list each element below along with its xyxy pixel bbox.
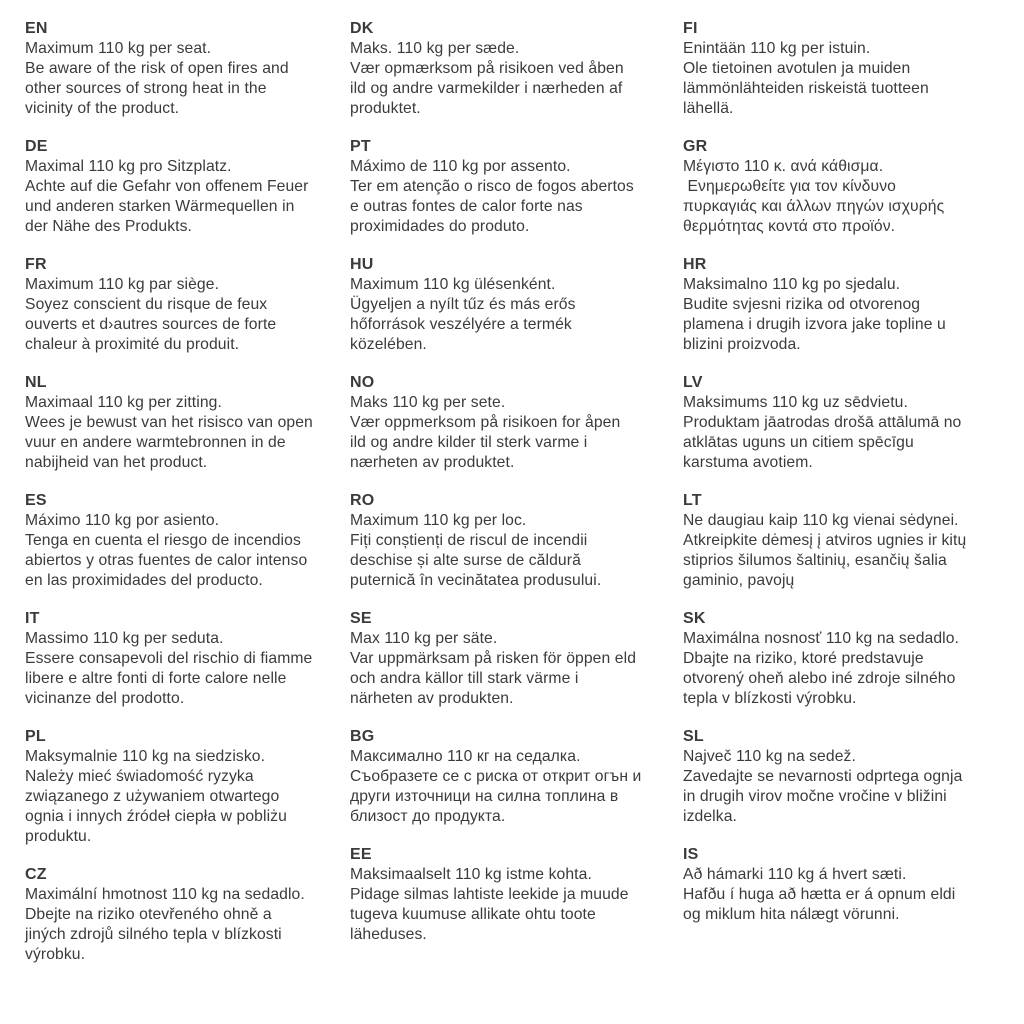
language-code-label: LV	[683, 374, 703, 391]
warning-text-line: други източници на силна топлина в	[350, 788, 619, 805]
warning-text-line: tepla v blízkosti výrobku.	[683, 690, 857, 707]
language-block-gr	[683, 137, 1021, 237]
language-code-label: FI	[683, 20, 698, 37]
warning-text-line: och andra källor till stark värme i	[350, 670, 579, 687]
warning-text-line: Vær opmærksom på risikoen ved åben	[350, 60, 624, 77]
language-block-de	[25, 137, 345, 237]
warning-text-line: der Nähe des Produkts.	[25, 218, 193, 235]
warning-text-line: Máximo 110 kg por asiento.	[25, 512, 220, 529]
language-code-label: HR	[683, 256, 707, 273]
warning-text-line: puternică în vecinătatea produsului.	[350, 572, 602, 589]
language-code-label: NL	[25, 374, 47, 391]
language-block-lv	[683, 373, 1021, 473]
language-block-ro	[350, 491, 678, 591]
warning-text-line: Vær oppmerksom på risikoen for åpen	[350, 414, 621, 431]
warning-text-line: Að hámarki 110 kg á hvert sæti.	[683, 866, 907, 883]
warning-text-line: atklātas uguns un citiem spēcīgu	[683, 434, 914, 451]
language-block-pt	[350, 137, 678, 237]
warning-text-line: Maximum 110 kg per seat.	[25, 40, 212, 57]
warning-text-line: närheten av produkten.	[350, 690, 514, 707]
language-code-label: DK	[350, 20, 374, 37]
language-block-dk	[350, 19, 678, 119]
language-code-label: PL	[25, 728, 46, 745]
language-code-label: RO	[350, 492, 375, 509]
warning-text-line: Maximal 110 kg pro Sitzplatz.	[25, 158, 232, 175]
warning-text-line: gaminio, pavojų	[683, 572, 795, 589]
warning-text-line: blizini proizvoda.	[683, 336, 801, 353]
warning-text-line: Максимално 110 кг на седалка.	[350, 748, 581, 765]
language-code-label: FR	[25, 256, 47, 273]
warning-text-line: Dbejte na riziko otevřeného ohně a	[25, 906, 272, 923]
language-code-label: LT	[683, 492, 702, 509]
warning-text-line: libere e altre fonti di forte calore nelle	[25, 670, 287, 687]
warning-text-line: und anderen starken Wärmequellen in	[25, 198, 295, 215]
warning-text-line: nabijheid van het product.	[25, 454, 208, 471]
warning-text-line: Máximo de 110 kg por assento.	[350, 158, 571, 175]
warning-text-line: e outras fontes de calor forte nas	[350, 198, 583, 215]
language-code-label: PT	[350, 138, 371, 155]
warning-text-line: deschise și alte surse de căldură	[350, 552, 581, 569]
language-block-fr	[25, 255, 345, 355]
warning-text-line: Należy mieć świadomość ryzyka	[25, 768, 254, 785]
warning-text-line: Hafðu í huga að hætta er á opnum eldi	[683, 886, 956, 903]
language-code-label: HU	[350, 256, 374, 273]
warning-text-line: chaleur à proximité du produit.	[25, 336, 240, 353]
warning-text-line: vicinity of the product.	[25, 100, 180, 117]
language-block-is	[683, 845, 1021, 925]
warning-text-line: Tenga en cuenta el riesgo de incendios	[25, 532, 301, 549]
warning-text-line: Produktam jāatrodas drošā attālumā no	[683, 414, 962, 431]
warning-text-line: Ne daugiau kaip 110 kg vienai sėdynei.	[683, 512, 959, 529]
warning-text-line: Enintään 110 kg per istuin.	[683, 40, 871, 57]
warning-text-line: abiertos y otras fuentes de calor intenso	[25, 552, 308, 569]
warning-text-line: Ενημερωθείτε για τον κίνδυνο	[683, 178, 896, 195]
warning-text-line: jiných zdrojů silného tepla v blízkosti	[25, 926, 282, 943]
language-block-ee	[350, 845, 678, 945]
warning-text-line: πυρκαγιάς και άλλων πηγών ισχυρής	[683, 198, 945, 215]
warning-text-line: Ole tietoinen avotulen ja muiden	[683, 60, 911, 77]
language-code-label: DE	[25, 138, 48, 155]
warning-text-line: other sources of strong heat in the	[25, 80, 267, 97]
warning-text-line: tugeva kuumuse allikate ohtu toote	[350, 906, 596, 923]
warning-text-line: läheduses.	[350, 926, 427, 943]
warning-text-line: Max 110 kg per säte.	[350, 630, 498, 647]
language-block-no	[350, 373, 678, 473]
warning-text-line: Zavedajte se nevarnosti odprtega ognja	[683, 768, 963, 785]
warning-text-line: Maksymalnie 110 kg na siedzisko.	[25, 748, 266, 765]
warning-text-line: in drugih virov močne vročine v bližini	[683, 788, 947, 805]
column-2	[350, 19, 678, 963]
warning-text-line: Največ 110 kg na sedež.	[683, 748, 856, 765]
warning-text-line: близост до продукта.	[350, 808, 506, 825]
warning-text-line: otvorený oheň alebo iné zdroje silného	[683, 670, 956, 687]
warning-text-line: lämmönlähteiden riskeistä tuotteen	[683, 80, 929, 97]
warning-text-line: vicinanze del prodotto.	[25, 690, 185, 707]
warning-text-line: związanego z używaniem otwartego	[25, 788, 280, 805]
warning-text-line: vuur en andere warmtebronnen in de	[25, 434, 286, 451]
warning-text-line: Maks 110 kg per sete.	[350, 394, 506, 411]
warning-text-line: Maksimaalselt 110 kg istme kohta.	[350, 866, 592, 883]
warning-text-line: Maximální hmotnost 110 kg na sedadlo.	[25, 886, 305, 903]
column-3	[683, 19, 1021, 943]
warning-text-line: ild og andre kilder til sterk varme i	[350, 434, 588, 451]
language-code-label: NO	[350, 374, 375, 391]
warning-text-line: Maksimums 110 kg uz sēdvietu.	[683, 394, 908, 411]
warning-text-line: Be aware of the risk of open fires and	[25, 60, 289, 77]
language-code-label: BG	[350, 728, 375, 745]
language-code-label: EE	[350, 846, 372, 863]
warning-text-line: Var uppmärksam på risken för öppen eld	[350, 650, 637, 667]
column-1	[25, 19, 345, 983]
language-code-label: CZ	[25, 866, 47, 883]
language-block-it	[25, 609, 345, 709]
language-block-hr	[683, 255, 1021, 355]
language-block-hu	[350, 255, 678, 355]
language-code-label: GR	[683, 138, 708, 155]
warning-text-line: ouverts et d›autres sources de forte	[25, 316, 277, 333]
warning-text-line: Maksimalno 110 kg po sjedalu.	[683, 276, 901, 293]
warning-text-line: Maximum 110 kg ülésenként.	[350, 276, 556, 293]
warning-text-line: Budite svjesni rizika od otvorenog	[683, 296, 921, 313]
warning-text-line: výrobku.	[25, 946, 86, 963]
language-block-bg	[350, 727, 678, 827]
warning-text-line: Maks. 110 kg per sæde.	[350, 40, 520, 57]
warning-text-line: izdelka.	[683, 808, 737, 825]
language-block-fi	[683, 19, 1021, 119]
language-block-se	[350, 609, 678, 709]
warning-text-line: hőforrások veszélyére a termék	[350, 316, 572, 333]
warning-text-line: Maximum 110 kg per loc.	[350, 512, 527, 529]
language-code-label: ES	[25, 492, 47, 509]
warning-text-line: og miklum hita nálægt vörunni.	[683, 906, 900, 923]
language-block-en	[25, 19, 345, 119]
language-block-sl	[683, 727, 1021, 827]
warning-text-line: ild og andre varmekilder i nærheden af	[350, 80, 623, 97]
warning-text-line: lähellä.	[683, 100, 734, 117]
warning-text-line: en las proximidades del producto.	[25, 572, 263, 589]
language-code-label: IS	[683, 846, 699, 863]
language-code-label: IT	[25, 610, 40, 627]
warning-text-line: karstuma avotiem.	[683, 454, 813, 471]
warning-text-line: Achte auf die Gefahr von offenem Feuer	[25, 178, 309, 195]
warning-text-line: Atkreipkite dėmesį į atviros ugnies ir kitų	[683, 532, 967, 549]
warning-text-line: plamena i drugih izvora jake topline u	[683, 316, 946, 333]
language-code-label: SK	[683, 610, 706, 627]
warning-text-line: stiprios šilumos šaltinių, esančių šalia	[683, 552, 947, 569]
warning-text-line: Maximálna nosnosť 110 kg na sedadlo.	[683, 630, 960, 647]
language-code-label: SL	[683, 728, 704, 745]
language-code-label: EN	[25, 20, 48, 37]
language-block-pl	[25, 727, 345, 847]
warning-text-line: Ter em atenção o risco de fogos abertos	[350, 178, 634, 195]
warning-text-line: nærheten av produktet.	[350, 454, 515, 471]
language-block-nl	[25, 373, 345, 473]
warning-text-line: Wees je bewust van het risisco van open	[25, 414, 313, 431]
language-block-sk	[683, 609, 1021, 709]
warning-text-line: produktet.	[350, 100, 421, 117]
warning-text-line: Maximum 110 kg par siège.	[25, 276, 220, 293]
language-block-cz	[25, 865, 345, 965]
warning-text-line: Maximaal 110 kg per zitting.	[25, 394, 222, 411]
warning-text-line: Pidage silmas lahtiste leekide ja muude	[350, 886, 629, 903]
warning-text-line: Essere consapevoli del rischio di fiamme	[25, 650, 313, 667]
warning-text-line: θερμότητας κοντά στο προϊόν.	[683, 218, 896, 235]
warning-text-line: Soyez conscient du risque de feux	[25, 296, 268, 313]
warning-text-line: proximidades do produto.	[350, 218, 530, 235]
warning-text-line: Ügyeljen a nyílt tűz és más erős	[350, 296, 576, 313]
warning-text-line: Μέγιστο 110 κ. ανά κάθισμα.	[683, 158, 884, 175]
warning-text-line: Massimo 110 kg per seduta.	[25, 630, 224, 647]
warning-text-line: Съобразете се с риска от открит огън и	[350, 768, 642, 785]
warning-text-line: ognia i innych źródeł ciepła w pobliżu	[25, 808, 287, 825]
language-code-label: SE	[350, 610, 372, 627]
warning-text-line: produktu.	[25, 828, 92, 845]
language-block-lt	[683, 491, 1021, 591]
warning-text-line: Fiți conștienți de riscul de incendii	[350, 532, 588, 549]
warning-text-line: közelében.	[350, 336, 427, 353]
language-block-es	[25, 491, 345, 591]
warning-text-line: Dbajte na riziko, ktoré predstavuje	[683, 650, 924, 667]
